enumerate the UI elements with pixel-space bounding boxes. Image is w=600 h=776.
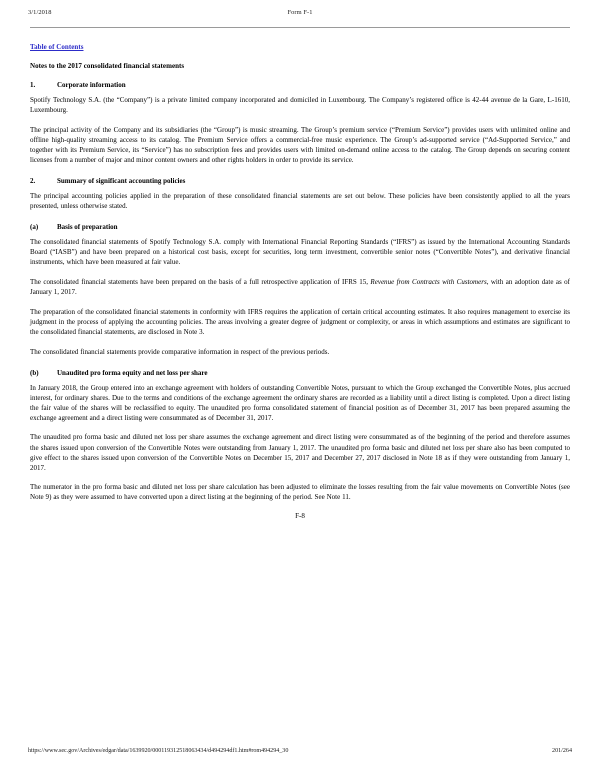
print-header: [0, 0, 600, 30]
print-footer: [0, 748, 600, 762]
paragraph: In January 2018, the Group entered into an exchange agreement with holders of outstanding Convertible Notes, pursuant to which the Group exchanged the Convertible Notes, plus accrued interest, for ordinary shares. Due to the terms and conditions of the exchange agreement the ordinary shares are recorded as a liability until a direct listing is completed. Upon a direct listing the fair value of the shares will be reclassified to equity. The unaudited pro forma consolidated statement of financial position as of December 31, 2017 has been prepared assuming the exchange agreement and a direct listing were consummated as of December 31, 2017.: [30, 383, 570, 422]
section-heading-summary-of-significant-accounting-policies: [30, 177, 570, 185]
subsection-heading-basis-of-preparation: [30, 223, 570, 231]
paragraph: The preparation of the consolidated financial statements in conformity with IFRS requires the application of certain critical accounting estimates. It also requires management to exercise its judgment in the process of applying the accounting policies. The areas involving a greater degree of judgment or complexity, or areas in which assumptions and estimates are significant to the consolidated financial statements, are disclosed in Note 3.: [30, 307, 570, 336]
print-footer-page-counter: 201/264: [552, 748, 572, 754]
print-footer-url: https://www.sec.gov/Archives/edgar/data/1639920/000119312518063434/d494294df1.htm#rom494294_30: [28, 748, 289, 754]
section-number: 1.: [30, 81, 36, 89]
print-header-date: 3/1/2018: [28, 9, 52, 16]
header-divider: [30, 27, 570, 28]
ifrs-lead-text: The consolidated financial statements have been prepared on the basis of a full retrospective application of IFRS 15,: [30, 278, 371, 287]
paragraph: The principal accounting policies applied in the preparation of these consolidated financial statements are set out below. These policies have been consistently applied to all the years presented, unless otherwise stated.: [30, 192, 570, 211]
page-title: Notes to the 2017 consolidated financial statements: [30, 62, 185, 70]
subsection-title: Basis of preparation: [57, 223, 118, 232]
ifrs-standard-title: Revenue from Contracts with Customers: [370, 278, 487, 287]
page-number: F-8: [295, 512, 305, 521]
paragraph: The principal activity of the Company and its subsidiaries (the “Group”) is music streaming. The Group’s premium service (“Premium Service”) provides users with unlimited online and offline high-quality streaming access to its catalog. The Premium Service offers a commercial-free music experience. The Group’s ad-supported service (“Ad-Supported Service,” and together with its Premium Service, its “Service”) has no subscription fees and provides users with limited on-demand online access to the catalog. The Group depends on securing content licenses from a number of major and minor content owners and other rights holders in order to provide its service.: [30, 125, 570, 164]
subsection-label: (a): [30, 223, 39, 232]
paragraph: Spotify Technology S.A. (the “Company”) is a private limited company incorporated and domiciled in Luxembourg. The Company’s registered office is 42-44 avenue de la Gare, L-1610, Luxembourg.: [30, 96, 570, 115]
table-of-contents-link[interactable]: Table of Contents: [30, 43, 84, 51]
subsection-heading-unaudited-pro-forma-equity-and-net-loss-per-share: [30, 369, 570, 377]
paragraph: The unaudited pro forma basic and diluted net loss per share assumes the exchange agreement and direct listing were consummated as of the beginning of the period and therefore assumes the shares issued upon conversion of the Convertible Notes were outstanding from January 1, 2017. The unaudited pro forma basic and diluted net loss per share also has been computed to give effect to the shares issued upon conversion of the Convertible Notes on December 15, 2017 and December 27, 2017 disclosed in Note 18 as if they were outstanding from January 1, 2017.: [30, 433, 570, 472]
section-title: Summary of significant accounting policies: [57, 177, 186, 186]
ifrs-tail-text: , with an adoption date as of January 1, 2017.: [30, 278, 570, 297]
paragraph: The numerator in the pro forma basic and diluted net loss per share calculation has been adjusted to eliminate the losses resulting from the fair value movements on Convertible Notes (see Note 9) as they were assumed to have converted upon a direct listing at the beginning of the period. See Note 11.: [30, 483, 570, 502]
subsection-title: Unaudited pro forma equity and net loss per share: [57, 368, 208, 377]
document-body: [30, 36, 570, 520]
paragraph: The consolidated financial statements provide comparative information in respect of the previous periods.: [30, 347, 330, 356]
subsection-label: (b): [30, 368, 39, 377]
section-number: 2.: [30, 177, 36, 186]
print-header-title: Form F-1: [287, 9, 313, 16]
paragraph-ifrs15: [30, 277, 570, 297]
section-heading-corporate-information: [30, 81, 570, 89]
paragraph: The consolidated financial statements of Spotify Technology S.A. comply with International Financial Reporting Standards (“IFRS”) as issued by the International Accounting Standards Board (“IASB”) and have been prepared on a historical cost basis, except for securities, long term investment, convertible senior notes (“Convertible Notes”), and derivative financial instruments, which have been measured at fair value.: [30, 238, 570, 267]
section-title: Corporate information: [57, 81, 126, 89]
